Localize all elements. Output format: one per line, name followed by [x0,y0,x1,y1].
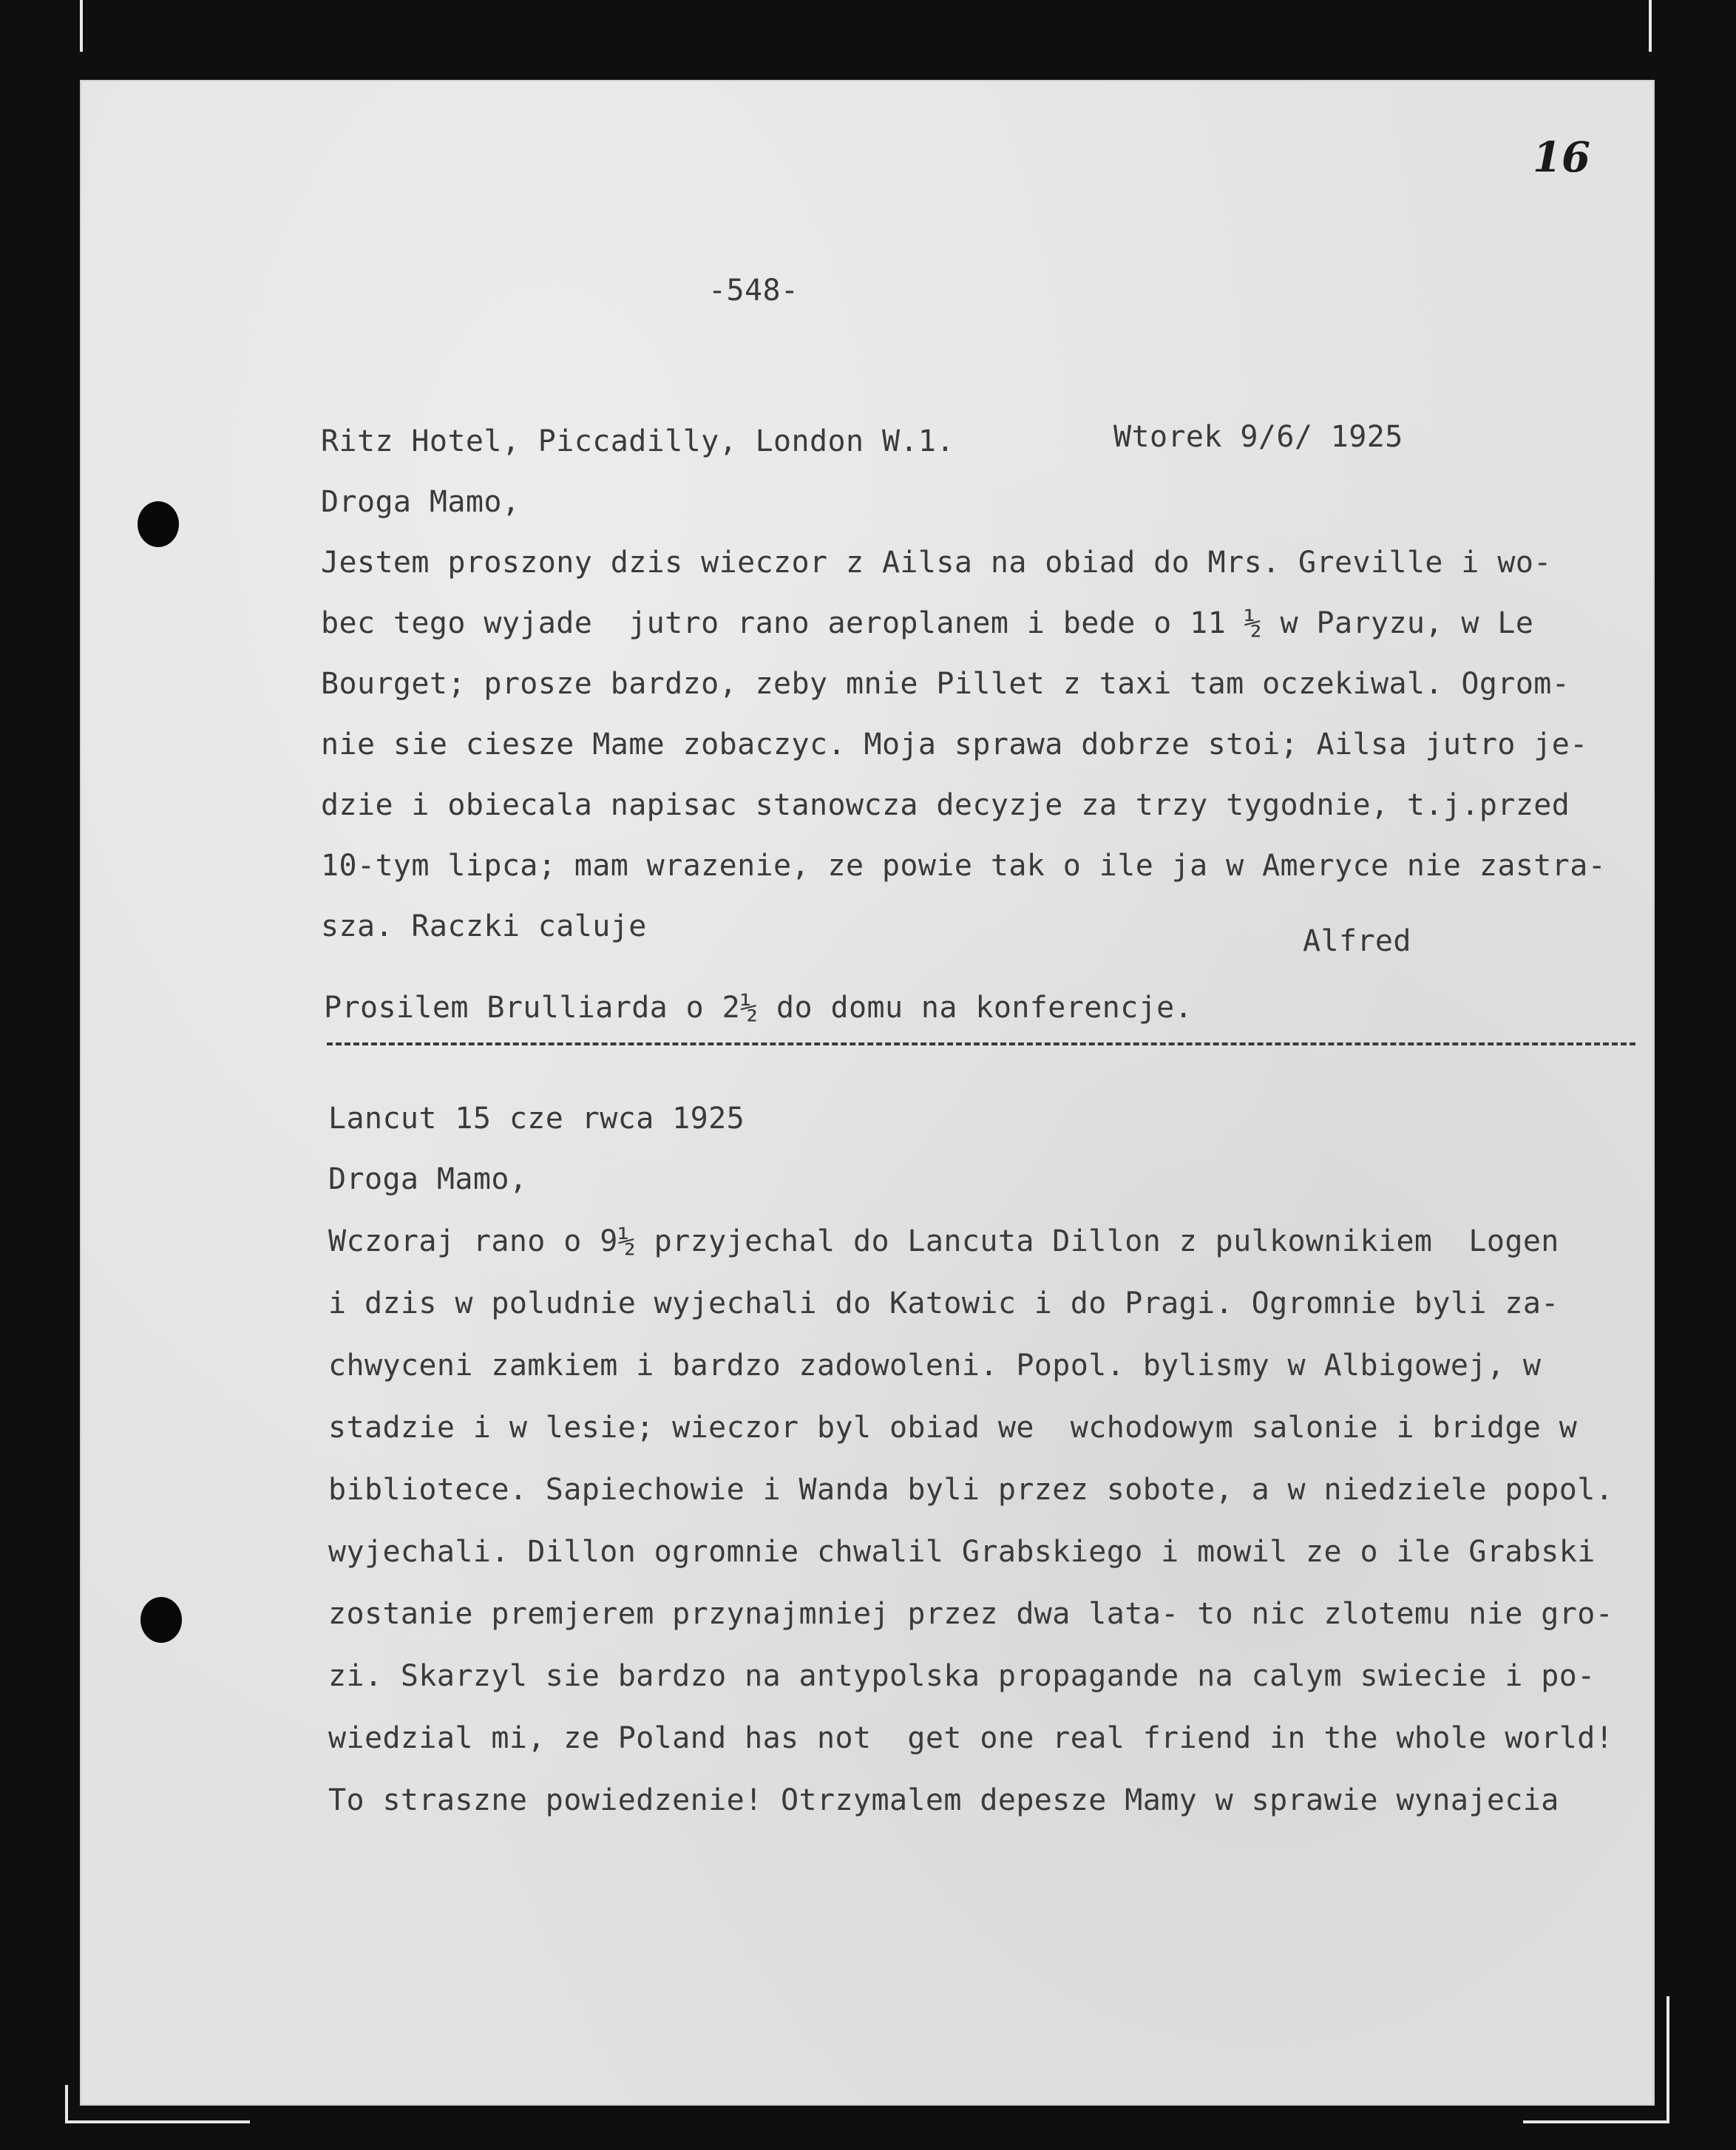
frame-line-bottom-left-h [65,2120,250,2123]
document-page [80,80,1655,2106]
frame-line-top-right [1649,0,1652,52]
frame-line-top-left [80,0,83,52]
letter1-salutation: Droga Mamo, [321,485,521,519]
archive-page-number: 16 [1533,133,1590,182]
letter1-line: sza. Raczki caluje [321,909,647,943]
letter1-line: dzie i obiecala napisac stanowcza decyzje za trzy tygodnie, t.j.przed [321,788,1570,822]
letter2-line: chwyceni zamkiem i bardzo zadowoleni. Popol. bylismy w Albigowej, w [328,1349,1542,1383]
letter2-line: wiedzial mi, ze Poland has not get one real friend in the whole world! [328,1721,1614,1755]
letter1-postscript: Prosilem Brulliarda o 2½ do domu na konferencje. [324,991,1193,1025]
frame-line-bottom-right-v [1667,1996,1669,2122]
letter1-date: Wtorek 9/6/ 1925 [1113,420,1403,454]
letter2-line: Wczoraj rano o 9½ przyjechal do Lancuta Dillon z pulkownikiem Logen [328,1224,1559,1258]
letter1-address: Ritz Hotel, Piccadilly, London W.1. [321,424,955,458]
letter1-line: 10-tym lipca; mam wrazenie, ze powie tak o ile ja w Ameryce nie zastra- [321,849,1607,883]
letter2-line: bibliotece. Sapiechowie i Wanda byli przez sobote, a w niedziele popol. [328,1473,1614,1507]
letter2-line: wyjechali. Dillon ogromnie chwalil Grabskiego i mowil ze o ile Grabski [328,1535,1596,1569]
letter1-signature: Alfred [1303,924,1411,958]
letter2-place-date: Lancut 15 cze rwca 1925 [328,1102,745,1136]
letter2-salutation: Droga Mamo, [328,1162,528,1196]
letter1-line: Jestem proszony dzis wieczor z Ailsa na obiad do Mrs. Greville i wo- [321,546,1552,580]
letter2-line: i dzis w poludnie wyjechali do Katowic i do Pragi. Ogromnie byli za- [328,1286,1559,1320]
frame-line-bottom-left-v [65,2085,68,2122]
letter2-line: zostanie premjerem przynajmniej przez dwa lata- to nic zlotemu nie gro- [328,1597,1614,1631]
separator-rule [327,1042,1635,1045]
punch-hole-bottom [140,1597,182,1643]
frame-line-bottom-right-h [1523,2120,1669,2123]
page-number: -548- [708,274,799,308]
letter2-line: To straszne powiedzenie! Otrzymalem depesze Mamy w sprawie wynajecia [328,1783,1559,1817]
letter1-line: bec tego wyjade jutro rano aeroplanem i bede o 11 ½ w Paryzu, w Le [321,606,1534,640]
letter1-line: nie sie ciesze Mame zobaczyc. Moja sprawa dobrze stoi; Ailsa jutro je- [321,728,1588,762]
punch-hole-top [138,501,179,547]
letter2-line: zi. Skarzyl sie bardzo na antypolska propagande na calym swiecie i po- [328,1659,1596,1693]
letter2-line: stadzie i w lesie; wieczor byl obiad we wchodowym salonie i bridge w [328,1411,1578,1445]
letter1-line: Bourget; prosze bardzo, zeby mnie Pillet z taxi tam oczekiwal. Ogrom- [321,667,1570,701]
